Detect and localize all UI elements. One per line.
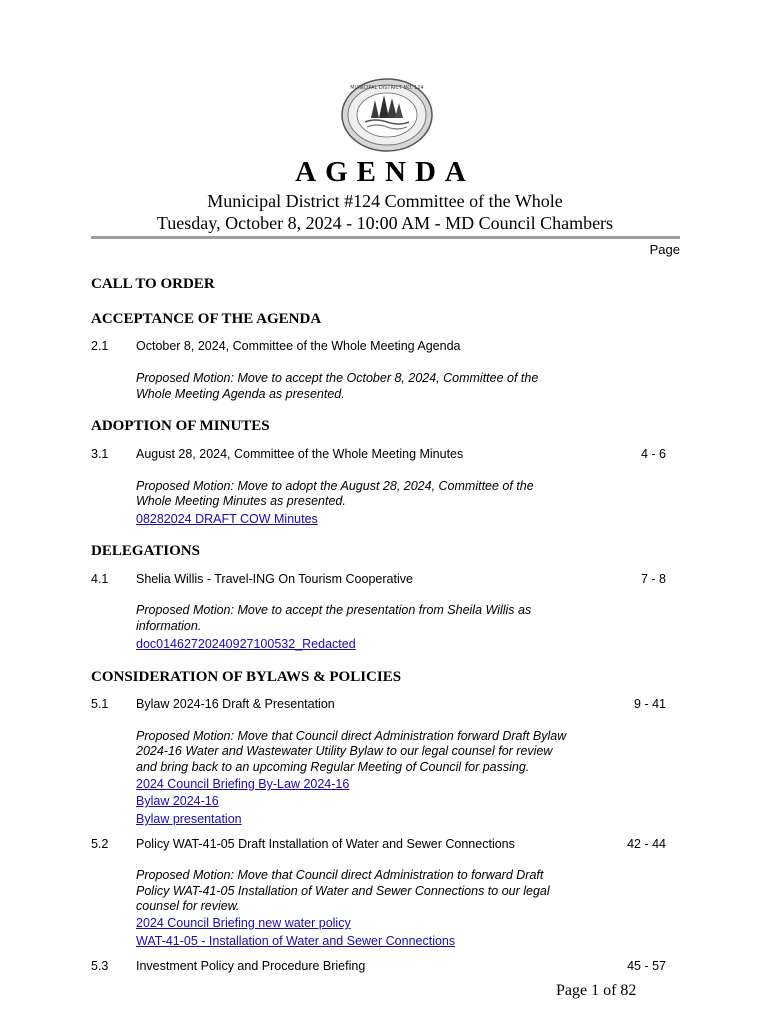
proposed-motion-line: 2024-16 Water and Wastewater Utility Bylaw to our legal counsel for review xyxy=(136,744,553,758)
municipal-seal-logo xyxy=(341,78,433,152)
item-number: 3.1 xyxy=(91,447,109,461)
section-call-to-order: CALL TO ORDER xyxy=(91,276,215,292)
item-number: 5.1 xyxy=(91,697,109,711)
proposed-motion-line: Proposed Motion: Move that Council direct Administration forward Draft Bylaw xyxy=(136,729,567,743)
item-page-range: 45 - 57 xyxy=(627,959,666,973)
meeting-date-location: Tuesday, October 8, 2024 - 10:00 AM - MD Council Chambers xyxy=(156,213,614,233)
document-title: AGENDA xyxy=(295,156,475,188)
proposed-motion-line: Proposed Motion: Move to accept the October 8, 2024, Committee of the xyxy=(136,371,539,385)
item-page-range: 7 - 8 xyxy=(640,572,666,586)
item-page-range: 4 - 6 xyxy=(640,447,666,461)
page-column-header: Page xyxy=(649,242,680,257)
proposed-motion-line: Proposed Motion: Move to adopt the August 28, 2024, Committee of the xyxy=(136,479,534,493)
seal-lettering: MUNICIPAL DISTRICT NO. 124 xyxy=(350,85,424,91)
proposed-motion-line: information. xyxy=(136,619,202,633)
item-title: Shelia Willis - Travel-ING On Tourism Cooperative xyxy=(136,572,413,586)
attachment-link[interactable]: 2024 Council Briefing By-Law 2024-16 xyxy=(136,777,350,791)
attachment-link[interactable]: Bylaw presentation xyxy=(136,812,242,826)
section-bylaws-policies: CONSIDERATION OF BYLAWS & POLICIES xyxy=(91,669,402,685)
section-adoption-of-minutes: ADOPTION OF MINUTES xyxy=(91,418,270,434)
attachment-link[interactable]: Bylaw 2024-16 xyxy=(136,794,219,808)
item-title: August 28, 2024, Committee of the Whole Meeting Minutes xyxy=(136,447,464,461)
item-page-range: 9 - 41 xyxy=(634,697,666,711)
page-indicator: Page 1 of 82 xyxy=(556,982,637,999)
attachment-link[interactable]: 2024 Council Briefing new water policy xyxy=(136,916,351,930)
section-delegations: DELEGATIONS xyxy=(91,543,200,559)
item-page-range: 42 - 44 xyxy=(627,837,666,851)
item-title: Policy WAT-41-05 Draft Installation of Water and Sewer Connections xyxy=(136,837,515,851)
item-title: Bylaw 2024-16 Draft & Presentation xyxy=(136,697,335,711)
proposed-motion-line: Proposed Motion: Move to accept the presentation from Sheila Willis as xyxy=(136,603,532,617)
item-title: October 8, 2024, Committee of the Whole Meeting Agenda xyxy=(136,339,461,353)
proposed-motion-line: counsel for review. xyxy=(136,899,240,913)
attachment-link[interactable]: 08282024 DRAFT COW Minutes xyxy=(136,512,318,526)
proposed-motion-line: Proposed Motion: Move that Council direct Administration to forward Draft xyxy=(136,868,544,882)
proposed-motion-line: and bring back to an upcoming Regular Meeting of Council for passing. xyxy=(136,760,530,774)
attachment-link[interactable]: doc01462720240927100532_Redacted xyxy=(136,637,356,651)
attachment-link[interactable]: WAT-41-05 - Installation of Water and Sewer Connections xyxy=(136,934,456,948)
proposed-motion-line: Whole Meeting Minutes as presented. xyxy=(136,494,346,508)
item-number: 5.3 xyxy=(91,959,109,973)
proposed-motion-line: Policy WAT-41-05 Installation of Water and Sewer Connections to our legal xyxy=(136,884,550,898)
item-title: Investment Policy and Procedure Briefing xyxy=(136,959,366,973)
section-acceptance-of-agenda: ACCEPTANCE OF THE AGENDA xyxy=(91,311,322,327)
header-divider xyxy=(91,236,680,239)
item-number: 2.1 xyxy=(91,339,109,353)
item-number: 4.1 xyxy=(91,572,109,586)
proposed-motion-line: Whole Meeting Agenda as presented. xyxy=(136,387,345,401)
meeting-name: Municipal District #124 Committee of the Whole xyxy=(207,191,563,211)
item-number: 5.2 xyxy=(91,837,109,851)
